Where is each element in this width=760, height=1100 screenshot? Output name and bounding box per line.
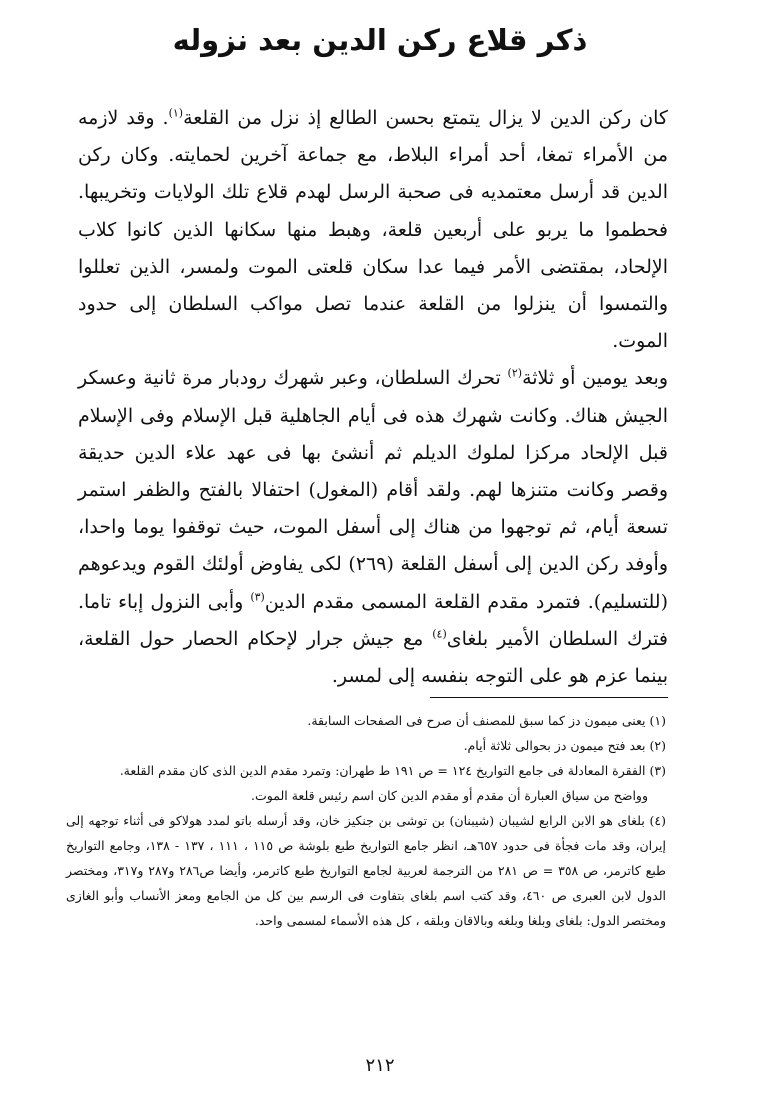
footnotes (66, 708, 666, 933)
paragraph-1-text-b: . وقد لازمه من الأمراء تمغا، أحد أمراء البلاط، مع جماعة آخرين لحمايته. وكان ركن الدين قد أرسل معتمديه فى صحبة الرسل لهدم قلاع تلك الولايات وتخريبها. فحطموا ما يربو على أربعين قلعة، وهبط منها سكانها الذين كانوا كلاب الإلحاد، بمقتضى الأمر فيما عدا سكان قلعتى الموت ولمسر، الذين تعللوا والتمسوا أن ينزلوا من القلعة عندما تصل مواكب السلطان إلى حدود الموت. (78, 107, 668, 353)
footnote-4: (٤) بلغاى هو الابن الرابع لشيبان (شيبنان) بن توشى بن جنكيز خان، وقد أرسله باتو لمدد هولاكو فى أثناء توجهه إلى إيران، وقد مات فجأة فى حدود ٦٥٧هـ، انظر جامع التواريخ طبع بلوشة ص ١١٥ ، ١١١ ، ١٣٧ - ١٣٨، وجامع التواريخ طبع كاترمر، ص ٣٥٨ = ص ٢٨١ من الترجمة لعربية لجامع التواريخ طبع كاترمر، وأيضا ص٢٨٦ و٢٨٧ و٣١٧، ومختصر الدول لابن العبرى ص ٤٦٠، وقد كتب اسم بلغاى بتفاوت فى الرسم بين كل من الجامع ومعز الأنساب وأبو الغازى ومختصر الدول: بلغاى وبلغا وبلغه وبالاقان وبلقه ، كل هذه الأسماء لمسمى واحد. (66, 813, 667, 928)
footnote-1: (١) يعنى ميمون دز كما سبق للمصنف أن صرح فى الصفحات السابقة. (307, 713, 666, 728)
footnote-ref-2: (٢) (507, 367, 523, 381)
footnote-3: (٣) الفقرة المعادلة فى جامع التواريخ ١٢٤ = ص ١٩١ ط طهران: وتمرد مقدم الدين الذى كان مقدم القلعة. (119, 763, 666, 778)
chapter-heading: ذكر قلاع ركن الدين بعد نزوله (172, 23, 588, 57)
page-number: ٢١٢ (365, 1055, 395, 1076)
footnote-3-continuation: وواضح من سياق العبارة أن مقدم أو مقدم الدين كان اسم رئيس قلعة الموت. (251, 788, 648, 803)
paragraph-2-text-b: تحرك السلطان، وعبر شهرك رودبار مرة ثانية وعسكر الجيش هناك. وكانت شهرك هذه فى أيام الجاهلية قبل الإسلام وفى الإسلام قبل الإلحاد مركزا لملوك الديلم ثم أنشئ بها فى عهد علاء الدين حديقة وقصر وكانت متنزها لهم. ولقد أقام (المغول) احتفالا بالفتح والظفر استمر تسعة أيام، ثم توجهوا من هناك إلى أسفل الموت، حيث توقفوا يوما واحدا، وأوفد ركن الدين إلى أسفل القلعة (٢٦٩) لكى يفاوض أولئك القوم ويدعوهم (للتسليم). فتمرد مقدم القلعة المسمى مقدم الدين (78, 367, 668, 613)
footnote-ref-4: (٤) (432, 627, 447, 641)
paragraph-2-text-a: وبعد يومين أو ثلاثة (522, 367, 668, 390)
footnote-ref-3: (٣) (250, 590, 265, 604)
footnote-ref-1: (١) (168, 106, 184, 120)
paragraph-1 (78, 100, 668, 360)
paragraph-2-text-d: مع جيش جرار لإحكام الحصار حول القلعة، بينما عزم هو على التوجه بنفسه إلى لمسر. (78, 627, 668, 688)
paragraph-1-text-a: كان ركن الدين لا يزال يتمتع بحسن الطالع إذ نزل من القلعة (183, 107, 668, 129)
main-text (78, 100, 668, 695)
footnote-separator (430, 697, 668, 698)
footnote-2: (٢) بعد فتح ميمون دز بحوالى ثلاثة أيام. (463, 738, 666, 753)
paragraph-2-text-c: وأبى النزول إباء تاما. فترك السلطان الأمير بلغاى (78, 590, 668, 650)
paragraph-2 (78, 360, 668, 695)
